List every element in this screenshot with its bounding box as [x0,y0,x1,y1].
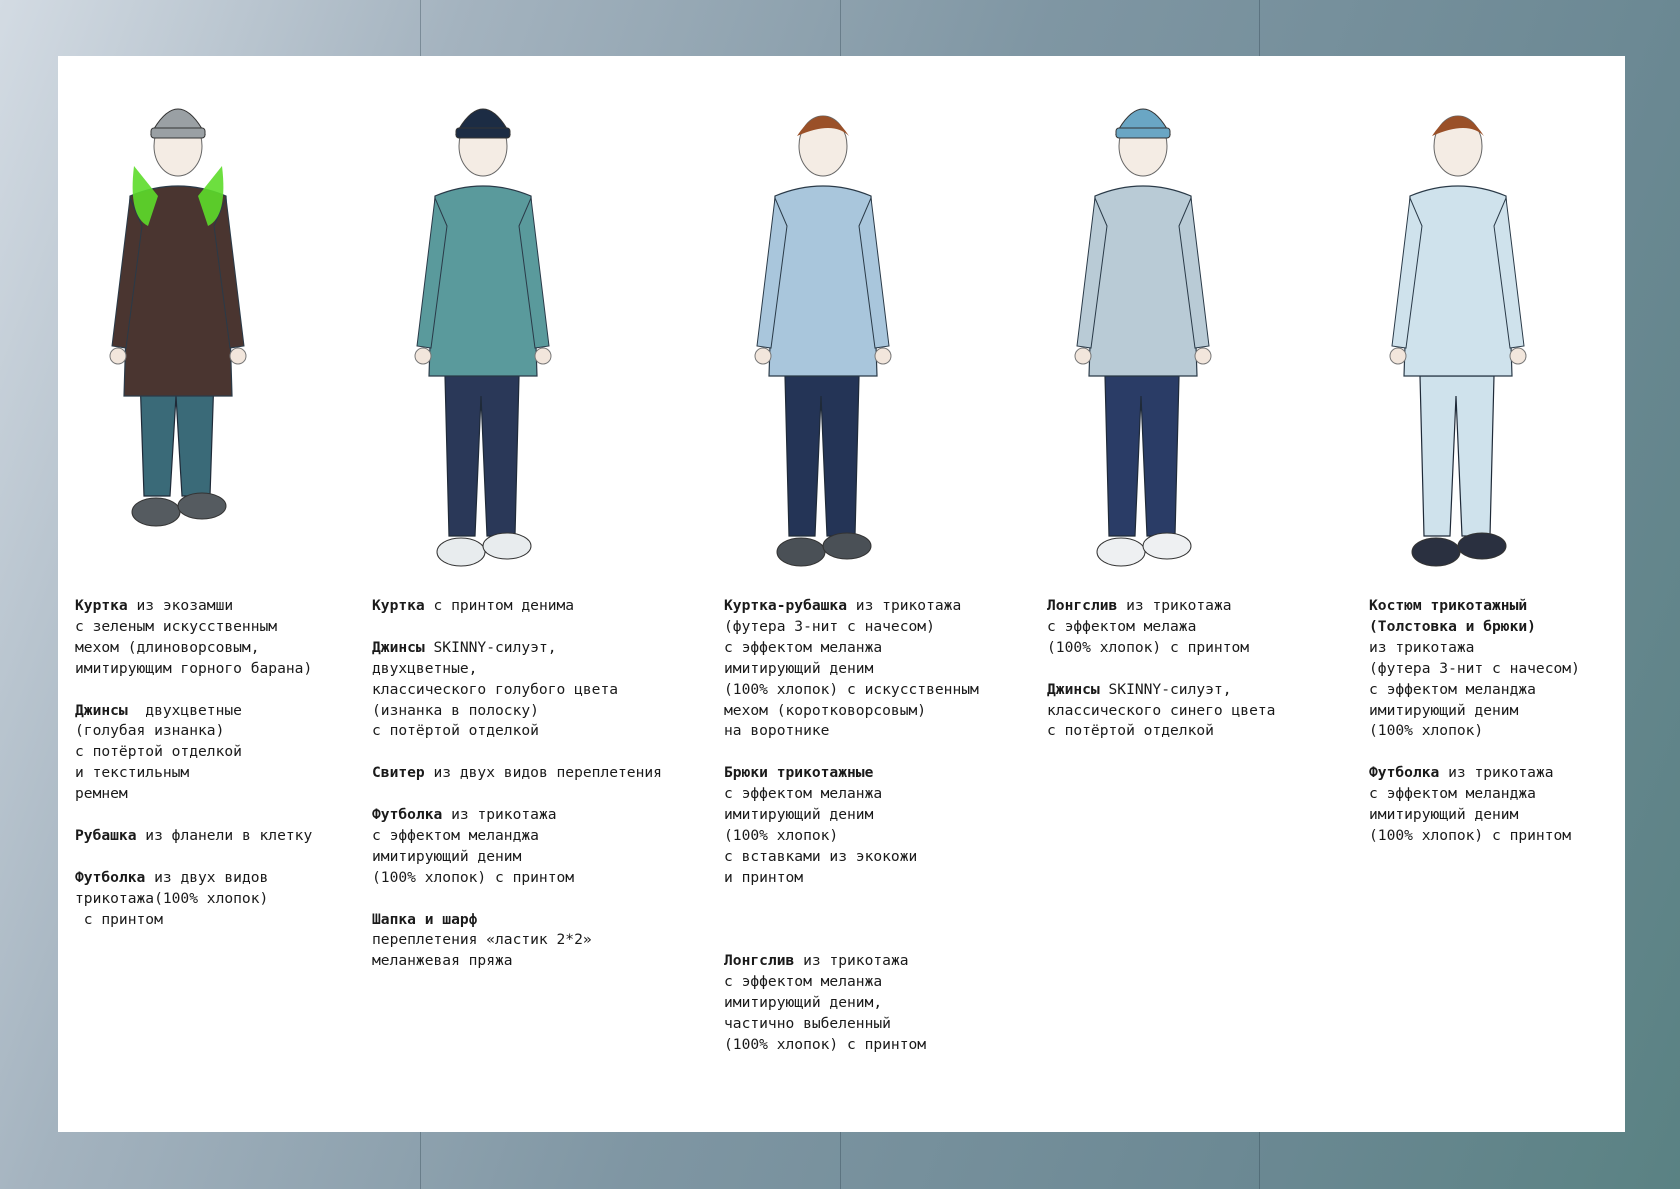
garment-details: из трикотажа с эффектом меланджа имитирующий деним (100% хлопок) с принтом [1369,764,1572,844]
garment-description [1047,680,1275,743]
garment-name: Джинсы [75,701,128,719]
garment-name: Куртка [372,597,425,614]
boy-denim-coat-illustration [383,76,583,631]
garment-details: из двух видов переплетения [424,764,662,782]
garment-name: Куртка-рубашка [724,597,848,614]
garment-description [724,951,979,1056]
garment-description [75,868,312,931]
catalog-sheet [58,56,1625,1132]
boy-knit-tracksuit-illustration [1358,76,1558,631]
garment-name: Джинсы [372,638,425,656]
garment-details: с эффектом меланжа имитирующий деним (100% хлопок) с вставками из экокожи и принтом [724,785,918,886]
garment-name: Шапка и шарф [372,910,478,928]
garment-details: двухцветные (голубая изнанка) с потёртой отделкой и текстильным ремнем [75,701,242,803]
garment-description [372,910,662,973]
description-column-5 [1369,596,1580,847]
description-column-1 [75,596,312,930]
garment-description [1369,596,1580,742]
garment-description [724,910,979,931]
garment-description [372,596,662,617]
garment-details: переплетения «ластик 2*2» меланжевая пряжа [372,931,592,970]
garment-description [724,763,979,888]
garment-details: SKINNY-силуэт, классического синего цвета с потёртой отделкой [1047,680,1276,740]
garment-name: Джинсы [1047,680,1100,698]
garment-name: Брюки трикотажные [724,764,874,782]
garment-description [372,763,662,784]
garment-description [75,701,312,806]
garment-name: Костюм трикотажный (Толстовка и брюки) [1369,597,1536,635]
garment-name: Свитер [372,764,425,782]
boy-printed-longsleeve-illustration [1043,76,1243,631]
description-column-2 [372,596,662,972]
garment-details: из трикотажа с эффектом меланжа имитирующий деним, частично выбеленный (100% хлопок) с принтом [724,952,927,1053]
garment-description [75,826,312,847]
garment-description [372,638,662,743]
garment-details: из трикотажа (футера 3-нит с начесом) с эффектом меланжа имитирующий деним (100% хлопок) с искусственным мехом (коротковорсовым) на воротнике [724,597,979,740]
garment-name: Куртка [75,597,128,614]
garment-name: Лонгслив [724,952,795,970]
garment-name: Лонгслив [1047,597,1118,614]
garment-name: Футболка [372,806,443,824]
garment-description [724,596,979,742]
garment-name: Футболка [75,868,146,886]
garment-name: Футболка [1369,764,1440,782]
garment-details: SKINNY-силуэт, двухцветные, классического голубого цвета (изнанка в полоску) с потёртой отделкой [372,638,619,740]
garment-details: из трикотажа с эффектом меланджа имитирующий деним (100% хлопок) с принтом [372,806,575,886]
garment-description [1369,763,1580,847]
garment-details: из фланели в клетку [136,826,313,844]
garment-description [372,805,662,889]
description-column-4 [1047,596,1275,742]
garment-name: Рубашка [75,826,137,844]
garment-description [75,596,312,680]
garment-details: с принтом денима [424,597,575,614]
garment-description [1047,596,1275,659]
garment-details: из двух видов трикотажа(100% хлопок) с принтом [75,868,269,928]
description-column-3 [724,596,979,1056]
garment-details: из трикотажа с эффектом мелажа (100% хлопок) с принтом [1047,597,1250,656]
boy-puffer-jacket-illustration [78,76,278,631]
garment-details: из экозамши с зеленым искусственным мехом (длиноворсовым, имитирующим горного барана) [75,597,313,677]
boy-shirt-jacket-illustration [723,76,923,631]
garment-details: из трикотажа (футера 3-нит с начесом) с эффектом меланджа имитирующий деним (100% хлопок) [1369,638,1580,740]
